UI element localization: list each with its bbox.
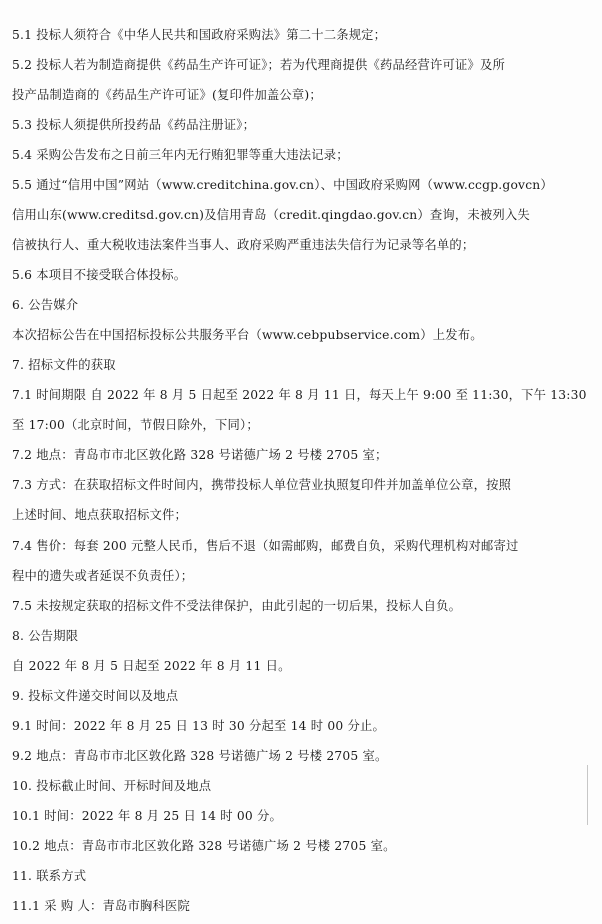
clause-7-3-line-1: 7.3 方式：在获取招标文件时间内，携带投标人单位营业执照复印件并加盖单位公章，按照: [12, 478, 512, 492]
clause-5-5-line-1: 5.5 通过“信用中国”网站（www.creditchina.gov.cn）、中国政府采购网（www.ccgp.govcn）: [12, 178, 553, 192]
section-11-heading: 11. 联系方式: [12, 869, 87, 883]
clause-7-1-line-2: 至 17:00（北京时间，节假日除外，下同）；: [12, 418, 259, 432]
clause-5-1: 5.1 投标人须符合《中华人民共和国政府采购法》第二十二条规定；: [12, 28, 387, 42]
clause-5-2-line-2: 投产品制造商的《药品生产许可证》(复印件加盖公章)；: [12, 88, 322, 102]
section-9-heading: 9. 投标文件递交时间以及地点: [12, 689, 179, 703]
clause-5-5-line-3: 信被执行人、重大税收违法案件当事人、政府采购严重违法失信行为记录等名单的；: [12, 238, 475, 252]
clause-10-1: 10.1 时间：2022 年 8 月 25 日 14 时 00 分。: [12, 809, 283, 823]
clause-9-2: 9.2 地点：青岛市市北区敦化路 328 号诺德广场 2 号楼 2705 室。: [12, 749, 388, 763]
clause-5-2-line-1: 5.2 投标人若为制造商提供《药品生产许可证》；若为代理商提供《药品经营许可证》及所: [12, 58, 505, 72]
clause-7-4-line-2: 程中的遗失或者延误不负责任）；: [12, 569, 194, 583]
clause-11-1: 11.1 采 购 人：青岛市胸科医院: [12, 899, 190, 913]
clause-5-3: 5.3 投标人须提供所投药品《药品注册证》；: [12, 118, 256, 132]
clause-5-4: 5.4 采购公告发布之日前三年内无行贿犯罪等重大违法记录；: [12, 148, 349, 162]
clause-7-3-line-2: 上述时间、地点获取招标文件；: [12, 508, 187, 522]
section-8-body: 自 2022 年 8 月 5 日起至 2022 年 8 月 11 日。: [12, 659, 291, 673]
section-7-heading: 7. 招标文件的获取: [12, 358, 116, 372]
section-6-heading: 6. 公告媒介: [12, 298, 79, 312]
clause-7-1-line-1: 7.1 时间期限 自 2022 年 8 月 5 日起至 2022 年 8 月 11 日，每天上午 9:00 至 11:30，下午 13:30: [12, 388, 587, 402]
section-6-body: 本次招标公告在中国招标投标公共服务平台（www.cebpubservice.com）上发布。: [12, 328, 483, 342]
scan-artifact-mark: [587, 765, 588, 825]
section-8-heading: 8. 公告期限: [12, 629, 79, 643]
clause-9-1: 9.1 时间：2022 年 8 月 25 日 13 时 30 分起至 14 时 00 分止。: [12, 719, 385, 733]
clause-5-5-line-2: 信用山东(www.creditsd.gov.cn)及信用青岛（credit.qingdao.gov.cn）查询，未被列入失: [12, 208, 530, 222]
section-10-heading: 10. 投标截止时间、开标时间及地点: [12, 779, 212, 793]
clause-7-2: 7.2 地点：青岛市市北区敦化路 328 号诺德广场 2 号楼 2705 室；: [12, 448, 388, 462]
clause-10-2: 10.2 地点：青岛市市北区敦化路 328 号诺德广场 2 号楼 2705 室。: [12, 839, 396, 853]
clause-7-4-line-1: 7.4 售价：每套 200 元整人民币，售后不退（如需邮购，邮费自负，采购代理机构对邮寄过: [12, 539, 519, 553]
clause-7-5: 7.5 未按规定获取的招标文件不受法律保护，由此引起的一切后果，投标人自负。: [12, 599, 462, 613]
clause-5-6: 5.6 本项目不接受联合体投标。: [12, 268, 187, 282]
